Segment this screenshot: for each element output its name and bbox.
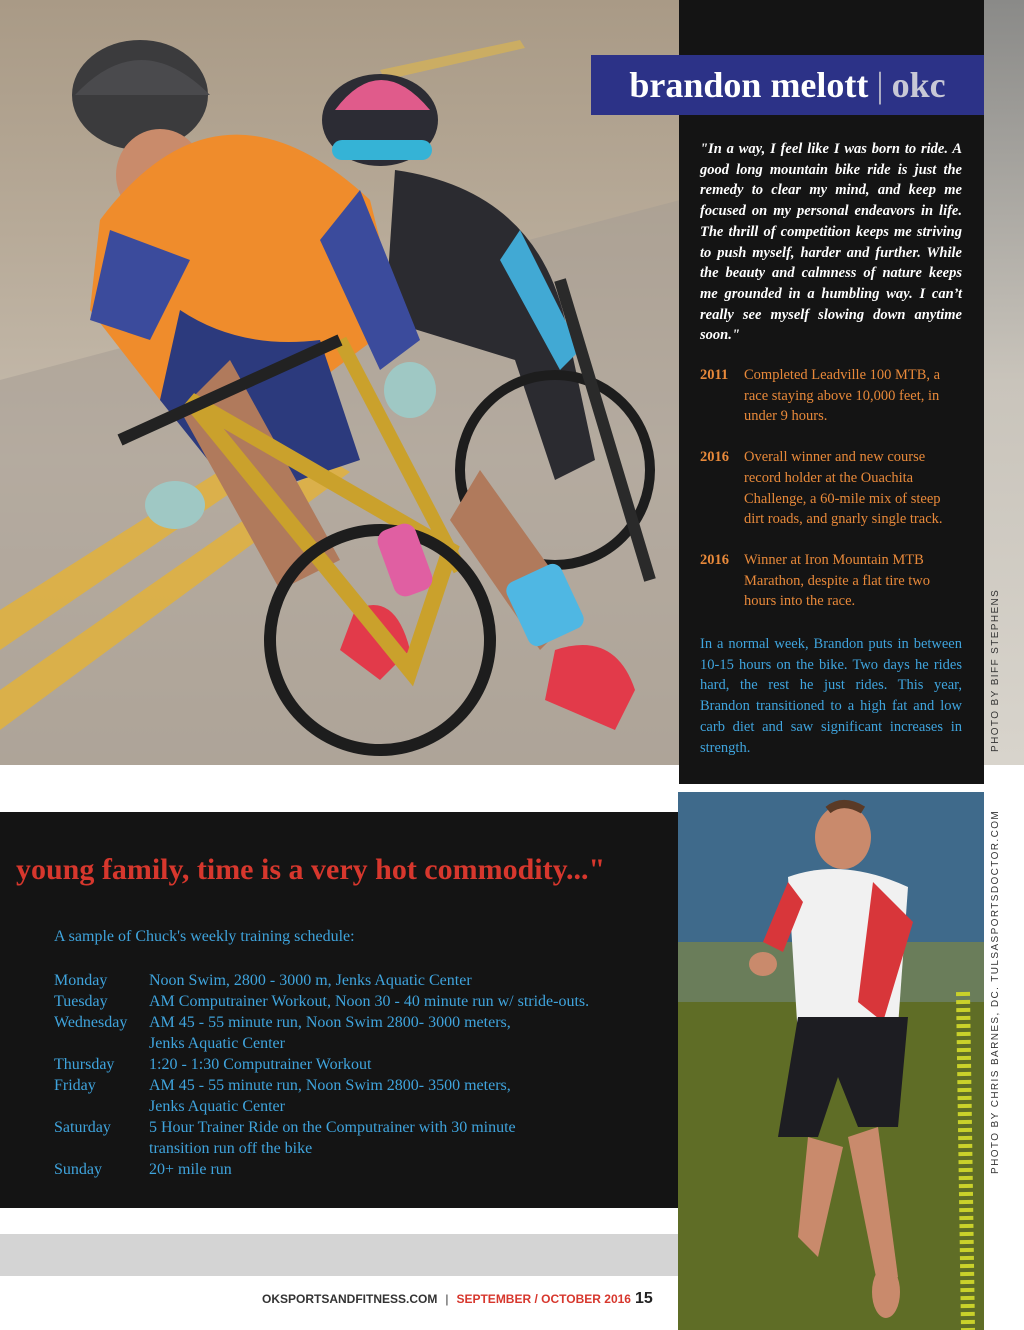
schedule-line: AM 45 - 55 minute run, Noon Swim 2800- 3000 meters, (149, 1014, 511, 1031)
triathlete-photo (678, 792, 984, 1330)
schedule-row (54, 1054, 664, 1075)
schedule-row (54, 1159, 664, 1180)
schedule-line: 20+ mile run (149, 1161, 232, 1178)
achievement-text: Completed Leadville 100 MTB, a race staying above 10,000 feet, in under 9 hours. (744, 367, 941, 425)
achievement-text: Winner at Iron Mountain MTB Marathon, despite a flat tire two hours into the race. (744, 551, 931, 610)
achievement-year: 2016 (700, 449, 729, 466)
schedule-day: Monday (54, 972, 108, 989)
schedule-day: Wednesday (54, 1014, 128, 1031)
schedule-row (54, 1075, 664, 1117)
schedule-line: transition run off the bike (149, 1140, 313, 1157)
footer-issue: SEPTEMBER / OCTOBER 2016 (456, 1292, 631, 1306)
schedule-line: Noon Swim, 2800 - 3000 m, Jenks Aquatic Center (149, 972, 472, 989)
schedule-line: Jenks Aquatic Center (149, 1035, 285, 1052)
athlete-quote: "In a way, I feel like I was born to ride. A good long mountain bike ride is just the remedy to clear my mind, and keep me focused on my personal endeavors in life. The thrill of competition keeps me striving to push myself, harder and further. While the beauty and calmness of nature keeps me grounded in a humbling way. I can’t really see myself slowing down anytime soon." (700, 141, 962, 344)
achievement-item (700, 447, 970, 530)
schedule-line: AM Computrainer Workout, Noon 30 - 40 minute run w/ stride-outs. (149, 993, 590, 1010)
footer-band (0, 1234, 678, 1276)
page-footer (262, 1290, 653, 1308)
schedule-line: 1:20 - 1:30 Computrainer Workout (149, 1056, 372, 1073)
schedule-day: Saturday (54, 1119, 111, 1136)
achievements-list (700, 365, 970, 632)
triathlete-photo-illustration (678, 792, 984, 1330)
schedule-row (54, 1117, 664, 1159)
schedule-day: Thursday (54, 1056, 115, 1073)
achievement-item (700, 550, 970, 612)
schedule-plan (149, 1054, 649, 1075)
schedule-day: Friday (54, 1077, 96, 1094)
schedule-line: 5 Hour Trainer Ride on the Computrainer with 30 minute (149, 1119, 516, 1136)
page-number: 15 (634, 1290, 653, 1307)
schedule-row (54, 1012, 664, 1054)
schedule-intro: A sample of Chuck's weekly training schedule: (54, 928, 355, 945)
schedule-day: Sunday (54, 1161, 102, 1178)
cycling-photo (0, 0, 680, 765)
schedule-day: Tuesday (54, 993, 108, 1010)
schedule-line: AM 45 - 55 minute run, Noon Swim 2800- 3500 meters, (149, 1077, 511, 1094)
achievement-item (700, 365, 970, 427)
name-banner (591, 55, 984, 115)
schedule-plan (149, 970, 649, 991)
achievement-text: Overall winner and new course record holder at the Ouachita Challenge, a 60-mile mix of steep dirt roads, and gnarly single track. (744, 449, 943, 528)
photo-credit-top: PHOTO BY BIFF STEPHENS (990, 588, 1001, 752)
photo-credit-bottom: PHOTO BY CHRIS BARNES, DC. TULSASPORTSDOCTOR.COM (990, 809, 1001, 1174)
footer-separator: | (445, 1292, 449, 1306)
schedule-plan (149, 1159, 649, 1180)
schedule-line: Jenks Aquatic Center (149, 1098, 285, 1115)
training-schedule (54, 970, 664, 1180)
schedule-plan (149, 1075, 649, 1117)
footer-site: OKSPORTSANDFITNESS.COM (262, 1292, 438, 1306)
schedule-plan (149, 1117, 649, 1159)
achievement-year: 2011 (700, 367, 729, 383)
cycling-photo-illustration (0, 0, 680, 765)
athlete-name: brandon melott (629, 65, 869, 105)
schedule-row (54, 991, 664, 1012)
schedule-plan (149, 991, 649, 1012)
schedule-row (54, 970, 664, 991)
athlete-city: okc (891, 65, 946, 105)
normal-week-paragraph: In a normal week, Brandon puts in between 10-15 hours on the bike. Two days he rides hard, the rest he just rides. This year, Brandon transitioned to a high fat and low carb diet and saw significant increases in strength. (700, 636, 962, 756)
banner-separator: | (876, 65, 884, 105)
pull-quote-headline: young family, time is a very hot commodity..." (16, 853, 606, 886)
achievement-year: 2016 (700, 551, 729, 568)
schedule-plan (149, 1012, 649, 1054)
